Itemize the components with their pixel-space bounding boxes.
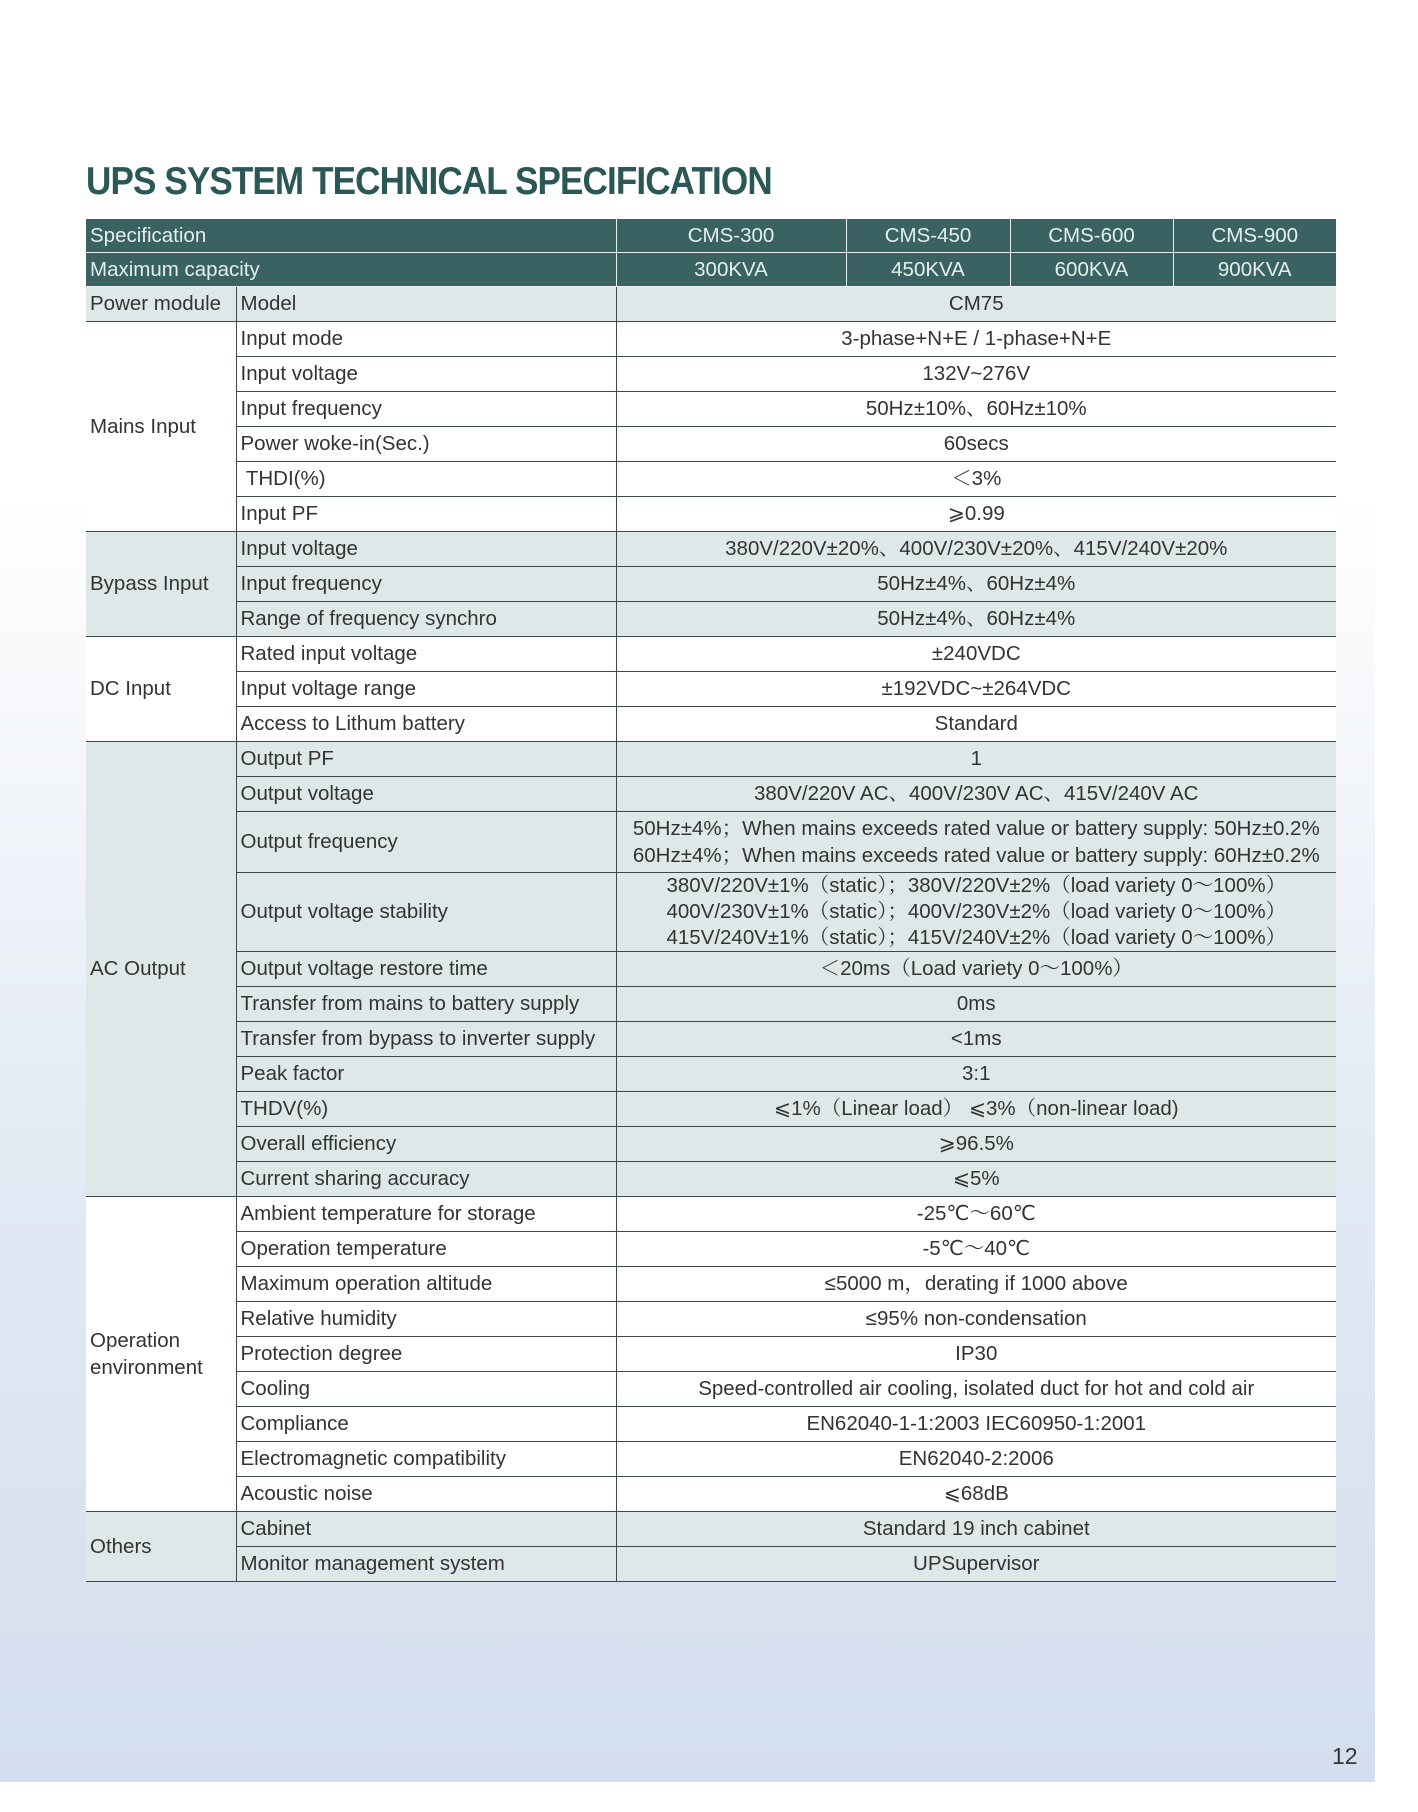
category-operation-environment xyxy=(86,1197,236,1512)
param-value: EN62040-2:2006 xyxy=(616,1442,1336,1477)
table-row xyxy=(86,1092,1336,1127)
capacity-300kva: 300KVA xyxy=(616,253,846,287)
param-value: 132V~276V xyxy=(616,357,1336,392)
param-label: Compliance xyxy=(236,1407,616,1442)
param-label: Overall efficiency xyxy=(236,1127,616,1162)
param-label: Output voltage stability xyxy=(236,873,616,952)
page-title: UPS SYSTEM TECHNICAL SPECIFICATION xyxy=(86,160,772,203)
param-label: Access to Lithum battery xyxy=(236,707,616,742)
param-label: Acoustic noise xyxy=(236,1477,616,1512)
param-label: THDI(%) xyxy=(236,462,616,497)
param-value: ＜3% xyxy=(616,462,1336,497)
param-value: 380V/220V±20%、400V/230V±20%、415V/240V±20% xyxy=(616,532,1336,567)
table-row xyxy=(86,1057,1336,1092)
header-spec-label: Specification xyxy=(86,219,616,253)
table-row xyxy=(86,987,1336,1022)
param-value: ⩾0.99 xyxy=(616,497,1336,532)
param-value: 0ms xyxy=(616,987,1336,1022)
param-label: Protection degree xyxy=(236,1337,616,1372)
param-value: ±192VDC~±264VDC xyxy=(616,672,1336,707)
param-value: -25℃～60℃ xyxy=(616,1197,1336,1232)
table-row xyxy=(86,532,1336,567)
param-value: <1ms xyxy=(616,1022,1336,1057)
param-label: Rated input voltage xyxy=(236,637,616,672)
page-number: 12 xyxy=(1332,1743,1358,1769)
category-power-module: Power module xyxy=(86,287,236,322)
value-line: 60Hz±4%；When mains exceeds rated value or battery supply: 60Hz±0.2% xyxy=(632,844,1320,867)
header-row-capacity xyxy=(86,253,1336,287)
category-others: Others xyxy=(86,1512,236,1582)
param-label: Power woke-in(Sec.) xyxy=(236,427,616,462)
param-value: Standard xyxy=(616,707,1336,742)
param-value: ≤95% non-condensation xyxy=(616,1302,1336,1337)
table-row xyxy=(86,1477,1336,1512)
param-value: IP30 xyxy=(616,1337,1336,1372)
param-value: -5℃～40℃ xyxy=(616,1232,1336,1267)
model-cms-600: CMS-600 xyxy=(1010,219,1173,253)
param-label: Monitor management system xyxy=(236,1547,616,1582)
param-label: Input mode xyxy=(236,322,616,357)
category-bypass-input: Bypass Input xyxy=(86,532,236,637)
table-row xyxy=(86,812,1336,873)
param-label: Cabinet xyxy=(236,1512,616,1547)
table-row xyxy=(86,1232,1336,1267)
param-label: Maximum operation altitude xyxy=(236,1267,616,1302)
table-row xyxy=(86,1547,1336,1582)
category-dc-input: DC Input xyxy=(86,637,236,742)
capacity-600kva: 600KVA xyxy=(1010,253,1173,287)
param-value: 60secs xyxy=(616,427,1336,462)
model-cms-900: CMS-900 xyxy=(1173,219,1336,253)
param-value: 1 xyxy=(616,742,1336,777)
param-label: Ambient temperature for storage xyxy=(236,1197,616,1232)
value-line: 415V/240V±1%（static）；415V/240V±2%（load variety 0～100%） xyxy=(666,926,1287,949)
param-value: Speed-controlled air cooling, isolated duct for hot and cold air xyxy=(616,1372,1336,1407)
category-line: environment xyxy=(90,1356,203,1379)
table-row xyxy=(86,1442,1336,1477)
param-label: Input frequency xyxy=(236,392,616,427)
table-row xyxy=(86,1162,1336,1197)
table-row xyxy=(86,287,1336,322)
param-value: ⩾96.5% xyxy=(616,1127,1336,1162)
param-label: Input voltage xyxy=(236,532,616,567)
param-value xyxy=(616,812,1336,873)
header-capacity-label: Maximum capacity xyxy=(86,253,616,287)
spec-table xyxy=(86,219,1336,1582)
param-label: Output voltage xyxy=(236,777,616,812)
table-row xyxy=(86,1337,1336,1372)
table-row xyxy=(86,707,1336,742)
param-value: ±240VDC xyxy=(616,637,1336,672)
param-value: 50Hz±4%、60Hz±4% xyxy=(616,602,1336,637)
table-row xyxy=(86,427,1336,462)
table-row xyxy=(86,567,1336,602)
header-row-models xyxy=(86,219,1336,253)
param-value xyxy=(616,873,1336,952)
param-label: Electromagnetic compatibility xyxy=(236,1442,616,1477)
table-row xyxy=(86,1197,1336,1232)
param-label: Relative humidity xyxy=(236,1302,616,1337)
value-line: 380V/220V±1%（static）；380V/220V±2%（load variety 0～100%） xyxy=(666,874,1287,897)
table-row xyxy=(86,602,1336,637)
param-value: 50Hz±10%、60Hz±10% xyxy=(616,392,1336,427)
param-label: Model xyxy=(236,287,616,322)
param-value: ＜20ms（Load variety 0～100%） xyxy=(616,952,1336,987)
table-row xyxy=(86,1512,1336,1547)
capacity-450kva: 450KVA xyxy=(846,253,1010,287)
table-row xyxy=(86,392,1336,427)
param-label: Input frequency xyxy=(236,567,616,602)
param-label: Range of frequency synchro xyxy=(236,602,616,637)
param-label: Peak factor xyxy=(236,1057,616,1092)
param-value: ⩽1%（Linear load） ⩽3%（non-linear load) xyxy=(616,1092,1336,1127)
category-ac-output: AC Output xyxy=(86,742,236,1197)
param-label: Output PF xyxy=(236,742,616,777)
param-value: 3-phase+N+E / 1-phase+N+E xyxy=(616,322,1336,357)
param-label: Transfer from mains to battery supply xyxy=(236,987,616,1022)
category-mains-input: Mains Input xyxy=(86,322,236,532)
param-value: 50Hz±4%、60Hz±4% xyxy=(616,567,1336,602)
param-value: Standard 19 inch cabinet xyxy=(616,1512,1336,1547)
param-label: Input PF xyxy=(236,497,616,532)
table-row xyxy=(86,1267,1336,1302)
param-value: UPSupervisor xyxy=(616,1547,1336,1582)
table-row xyxy=(86,322,1336,357)
table-row xyxy=(86,1022,1336,1057)
value-line: 400V/230V±1%（static）；400V/230V±2%（load variety 0～100%） xyxy=(666,900,1287,923)
param-label: Input voltage xyxy=(236,357,616,392)
param-value: 3:1 xyxy=(616,1057,1336,1092)
param-label: Output voltage restore time xyxy=(236,952,616,987)
param-value: ⩽68dB xyxy=(616,1477,1336,1512)
table-row xyxy=(86,672,1336,707)
table-row xyxy=(86,1302,1336,1337)
model-cms-300: CMS-300 xyxy=(616,219,846,253)
param-label: Operation temperature xyxy=(236,1232,616,1267)
param-value: ⩽5% xyxy=(616,1162,1336,1197)
table-row xyxy=(86,873,1336,952)
category-line: Operation xyxy=(90,1329,181,1352)
model-cms-450: CMS-450 xyxy=(846,219,1010,253)
table-row xyxy=(86,497,1336,532)
table-row xyxy=(86,1407,1336,1442)
param-label: Transfer from bypass to inverter supply xyxy=(236,1022,616,1057)
param-value: ≤5000 m，derating if 1000 above xyxy=(616,1267,1336,1302)
param-label: Cooling xyxy=(236,1372,616,1407)
param-value: EN62040-1-1:2003 IEC60950-1:2001 xyxy=(616,1407,1336,1442)
table-row xyxy=(86,357,1336,392)
param-label: Current sharing accuracy xyxy=(236,1162,616,1197)
table-row xyxy=(86,1127,1336,1162)
table-row xyxy=(86,462,1336,497)
table-row xyxy=(86,637,1336,672)
table-row xyxy=(86,742,1336,777)
table-row xyxy=(86,1372,1336,1407)
param-value: 380V/220V AC、400V/230V AC、415V/240V AC xyxy=(616,777,1336,812)
table-row xyxy=(86,777,1336,812)
param-label: Input voltage range xyxy=(236,672,616,707)
param-label: THDV(%) xyxy=(236,1092,616,1127)
capacity-900kva: 900KVA xyxy=(1173,253,1336,287)
param-label: Output frequency xyxy=(236,812,616,873)
param-value: CM75 xyxy=(616,287,1336,322)
value-line: 50Hz±4%；When mains exceeds rated value or battery supply: 50Hz±0.2% xyxy=(632,817,1320,840)
table-row xyxy=(86,952,1336,987)
